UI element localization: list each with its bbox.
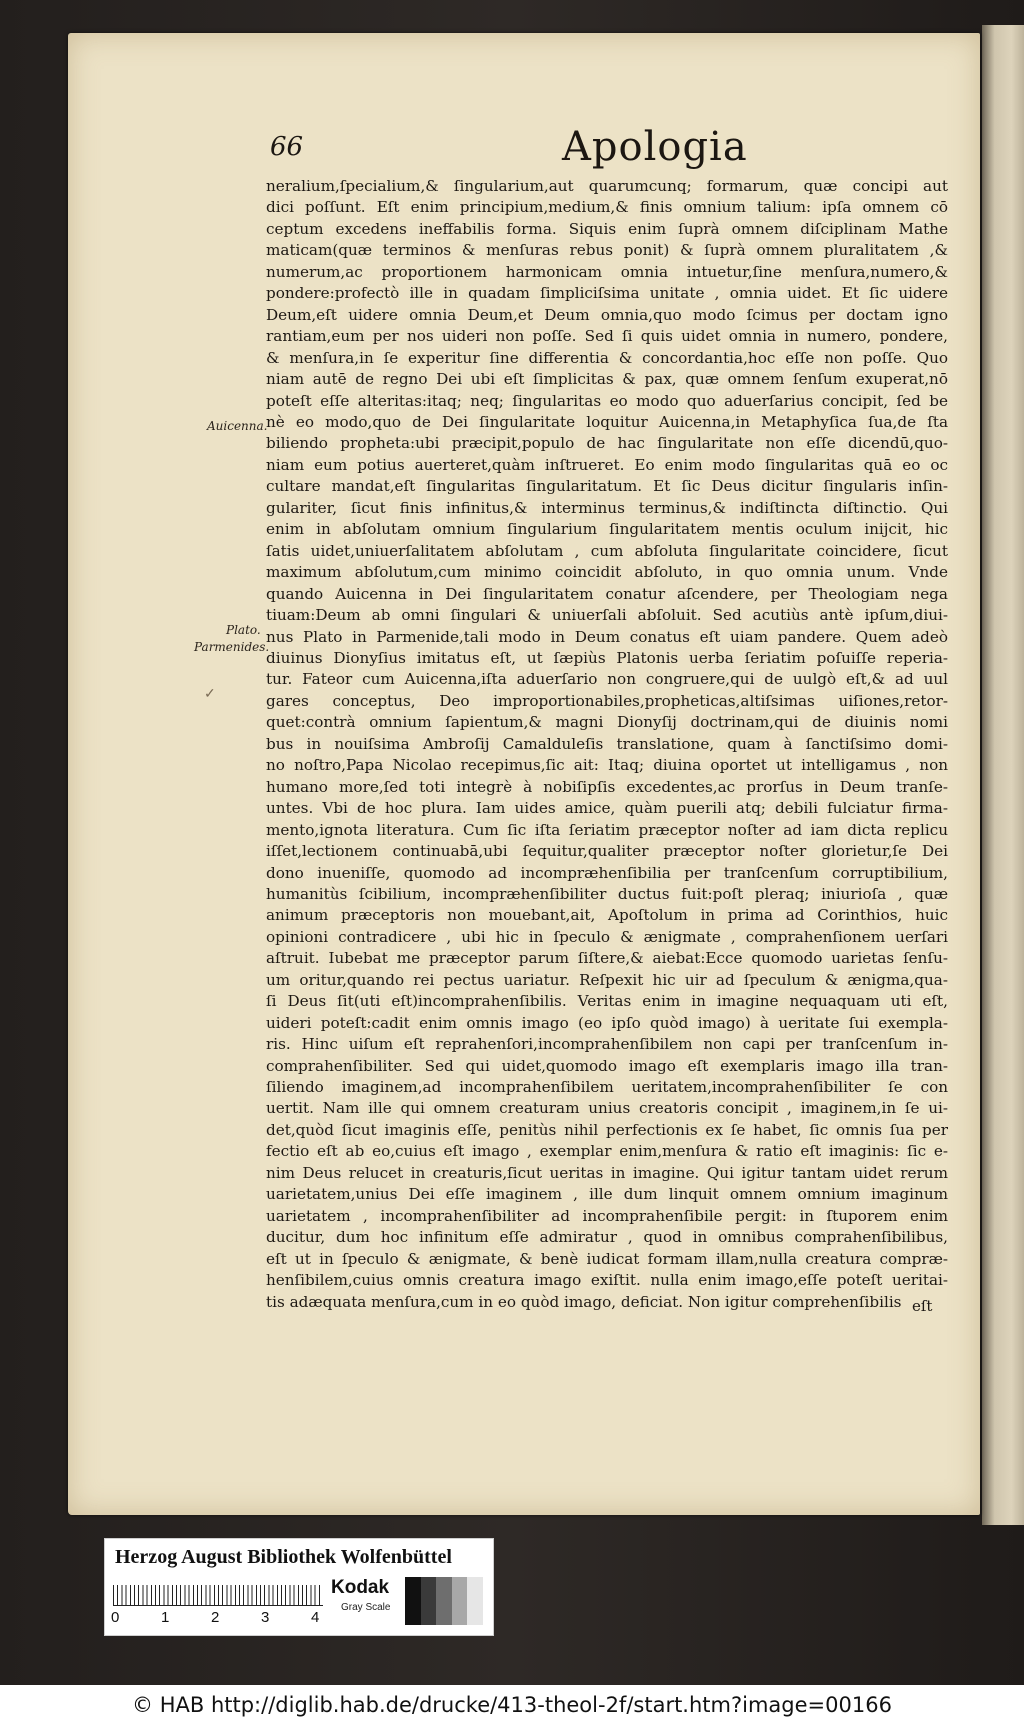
ruler-number: 0	[111, 1609, 120, 1626]
ruler-number: 3	[261, 1609, 270, 1626]
gray-swatch	[436, 1577, 452, 1625]
text-line: niam eum potius auerteret,quàm inſtrueret. Eo enim modo ſingularitas quā eo oc	[266, 455, 948, 474]
catchword: eſt	[912, 1297, 933, 1315]
gray-swatch	[467, 1577, 483, 1625]
page-number: 66	[270, 132, 304, 162]
text-line: fectio eſt ab eo,cuius eſt imago , exemplar enim,menſura & ratio eſt imaginis: ſic e-	[266, 1142, 948, 1161]
text-line: tur. Fateor cum Auicenna,iſta aduerſario non congruere,qui de uulgò eſt,& ad uul	[266, 670, 948, 689]
text-line: biliendo propheta:ubi præcipit,populo de hac ſingularitate non eſſe dicendū,quo-	[266, 434, 948, 453]
text-line: cultare mandat,eſt ſingularitas ſingularitatum. Et ſic Deus dicitur ſingularis inſin-	[266, 477, 948, 496]
text-line: quet:contrà omnium ſapientum,& magni Dionyſij doctrinam,qui de diuinis nomi	[266, 713, 948, 732]
library-name: Herzog August Bibliothek Wolfenbüttel	[115, 1546, 452, 1568]
ruler-numbers	[111, 1609, 341, 1629]
text-line: aſtruit. Iubebat me præceptor parum ſiſtere,& aiebat:Ecce quomodo uarietas ſenſu-	[266, 949, 948, 968]
text-line: bus in nouiſsima Ambroſij Camalduleſis translatione, quam à ſanctiſsimo domi-	[266, 734, 948, 753]
text-line: ceptum excedens ineffabilis forma. Siquis enim ſuprà omnem diſciplinam Mathe	[266, 219, 948, 238]
ruler-scale	[113, 1585, 323, 1606]
text-line: niam autē de regno Dei ubi eſt ſimplicitas & pax, quæ omnem ſenſum exuperat,nō	[266, 370, 948, 389]
text-line: dici poſſunt. Eſt enim principium,medium,& finis omnium talium: ipſa omnem cō	[266, 198, 948, 217]
text-line: pondere:profectò ille in quadam ſimpliciſsima unitate , omnia uidet. Et ſic uidere	[266, 284, 948, 303]
library-color-card	[104, 1538, 494, 1636]
ruler-number: 4	[311, 1609, 320, 1626]
gray-scale-swatches	[405, 1577, 483, 1625]
text-line: & menſura,in ſe experitur ſine differentia & concordantia,hoc eſſe non poſſe. Quo	[266, 348, 948, 367]
text-line: maticam(quæ terminos & menſuras rebus ponit) & ſuprà omnem pluralitatem ,&	[266, 241, 948, 260]
body-text	[266, 176, 948, 1313]
page-header	[270, 124, 950, 178]
gray-swatch	[405, 1577, 421, 1625]
text-line: rantiam,eum per nos uideri non poſſe. Sed ſi quis uidet omnia in numero, pondere,	[266, 327, 948, 346]
text-line: poteſt eſſe alteritas:itaq; neq; ſingularitas eo modo quo aduerſarius concipit, ſed be	[266, 391, 948, 410]
text-line: enim in abſolutam omnium ſingularium ſingularitatem mentis oculum inijcit, hic	[266, 520, 948, 539]
text-line: quando Auicenna in Dei ſingularitatem conatur aſcendere, per Theologiam nega	[266, 584, 948, 603]
ruler-number: 1	[161, 1609, 170, 1626]
text-line: nè eo modo,quo de Dei ſingularitate loquitur Auicenna,in Metaphyſica ſua,de ſta	[266, 412, 948, 431]
text-line: Deum,eſt uidere omnia Deum,et Deum omnia,quo modo ſcimus per doctam igno	[266, 305, 948, 324]
kodak-logo: Kodak	[331, 1577, 390, 1598]
text-line: nim Deus relucet in creaturis,ſicut ueritas in imagine. Qui igitur tantam uidet rerum	[266, 1163, 948, 1182]
text-line: numerum,ac proportionem harmonicam omnia intuetur,ſine menſura,numero,&	[266, 262, 948, 281]
text-line: um oritur,quando rei pectus uariatur. Reſpexit hic uir ad ſpeculum & ænigma,qua-	[266, 970, 948, 989]
text-line: humanitùs ſcibilium, incompræhenſibiliter ductus fuit:poſt pleraq; iniurioſa , quæ	[266, 884, 948, 903]
text-line: henſibilem,cuius omnis creatura imago exiſtit. nulla enim imago,eſſe poteſt ueritai-	[266, 1271, 948, 1290]
text-line: no noſtro,Papa Nicolao recepimus,ſic ait: Itaq; diuina oportet ut intelligamus , non	[266, 756, 948, 775]
text-line: comprahenſibiliter. Sed qui uidet,quomodo imago eſt exemplaris imago illa tran-	[266, 1056, 948, 1075]
text-line: uideri poteſt:cadit enim omnis imago (eo ipſo quòd imago) à ueritate ſui exempla-	[266, 1013, 948, 1032]
text-line: uarietatem,unius Dei eſſe imaginem , ille dum linquit omnem omnium imaginum	[266, 1185, 948, 1204]
text-line: ſiliendo imaginem,ad incomprahenſibilem ueritatem,incomprahenſibiliter ſe con	[266, 1078, 948, 1097]
text-line: ſatis uidet,uniuerſalitatem abſolutam , cum abſoluta ſingularitate coincidere, ſicut	[266, 541, 948, 560]
kodak-gray-scale-label: Gray Scale	[341, 1602, 391, 1613]
text-line: ducitur, dum hoc infinitum eſſe admiratur , quod in omnibus comprahenſibilibus,	[266, 1228, 948, 1247]
copyright-footer: © HAB http://diglib.hab.de/drucke/413-theol-2f/start.htm?image=00166	[0, 1685, 1024, 1725]
text-line: humano more,ſed toti integrè à nobiſipſis excedentes,ac prorſus in Deum tranſe-	[266, 777, 948, 796]
margin-pencil-mark: ✓	[204, 686, 216, 702]
next-page-edge	[982, 25, 1024, 1525]
text-line: maximum abſolutum,cum minimo coincidit abſoluto, in quo omnia unum. Vnde	[266, 563, 948, 582]
text-line: tis adæquata menſura,cum in eo quòd imago, deficiat. Non igitur comprehenſibilis	[266, 1292, 902, 1311]
text-line: diuinus Dionyſius imitatus eſt, ut ſæpiùs Platonis uerba ſeriatim poſuiſſe reperia-	[266, 648, 948, 667]
text-line: dono inueniſſe, quomodo ad incompræhenſibilia per tranſcenſum corruptibilium,	[266, 863, 948, 882]
text-line: det,quòd ſicut imaginis eſſe, penitùs nihil perfectionis ex ſe habet, ſic omnis ſua per	[266, 1120, 948, 1139]
marginal-note-avicenna: Auicenna.	[207, 419, 268, 433]
text-line: ſi Deus ſit(uti eſt)incomprahenſibilis. Veritas enim in imagine nequaquam uti eſt,	[266, 992, 948, 1011]
text-line: nus Plato in Parmenide,tali modo in Deum conatus eſt uiam pandere. Quem adeò	[266, 627, 948, 646]
text-line: untes. Vbi de hoc plura. Iam uides amice, quàm puerili atq; debili fulciatur firma-	[266, 799, 948, 818]
text-line: gulariter, ſicut finis infinitus,& interminus terminus,& indiſtincta diſtinctio. Qui	[266, 498, 948, 517]
text-line: neralium,ſpecialium,& ſingularium,aut quarumcunq; formarum, quæ concipi aut	[266, 177, 948, 195]
running-title: Apologia	[562, 124, 748, 170]
text-line: uarietatem , incomprahenſibiliter ad incomprahenſibile pergit: in ſtuporem enim	[266, 1206, 948, 1225]
text-line: gares conceptus, Deo improportionabiles,propheticas,altiſsimas uiſiones,retor-	[266, 691, 948, 710]
text-line: eſt ut in ſpeculo & ænigmate, & benè iudicat formam illam,nulla creatura compræ-	[266, 1249, 948, 1268]
text-line: ris. Hinc uiſum eſt reprahenſori,incomprahenſibilem non capi per tranſcenſum in-	[266, 1035, 948, 1054]
ruler-number: 2	[211, 1609, 220, 1626]
text-line: animum præceptoris non mouebant,ait, Apoſtolum in prima ad Corinthios, huic	[266, 906, 948, 925]
gray-swatch	[452, 1577, 468, 1625]
marginal-note-parmenides: Parmenides.	[194, 640, 270, 654]
marginal-note-plato: Plato.	[226, 623, 261, 637]
text-line: tiuam:Deum ab omni ſingulari & uniuerſali abſoluit. Sed acutiùs antè ipſum,diui-	[266, 606, 948, 625]
gray-swatch	[421, 1577, 437, 1625]
text-line: opinioni contradicere , ubi hic in ſpeculo & ænigmate , comprahenſionem uerſari	[266, 927, 948, 946]
text-line: iſſet,lectionem continuabā,ubi ſequitur,qualiter præceptor noſter glorietur,ſe Dei	[266, 842, 948, 861]
text-line: uertit. Nam ille qui omnem creaturam unius creatoris concipit , imaginem,in ſe ui-	[266, 1099, 948, 1118]
text-line: mento,ignota literatura. Cum ſic iſta ſeriatim præceptor noſter ad iam dicta replicu	[266, 820, 948, 839]
